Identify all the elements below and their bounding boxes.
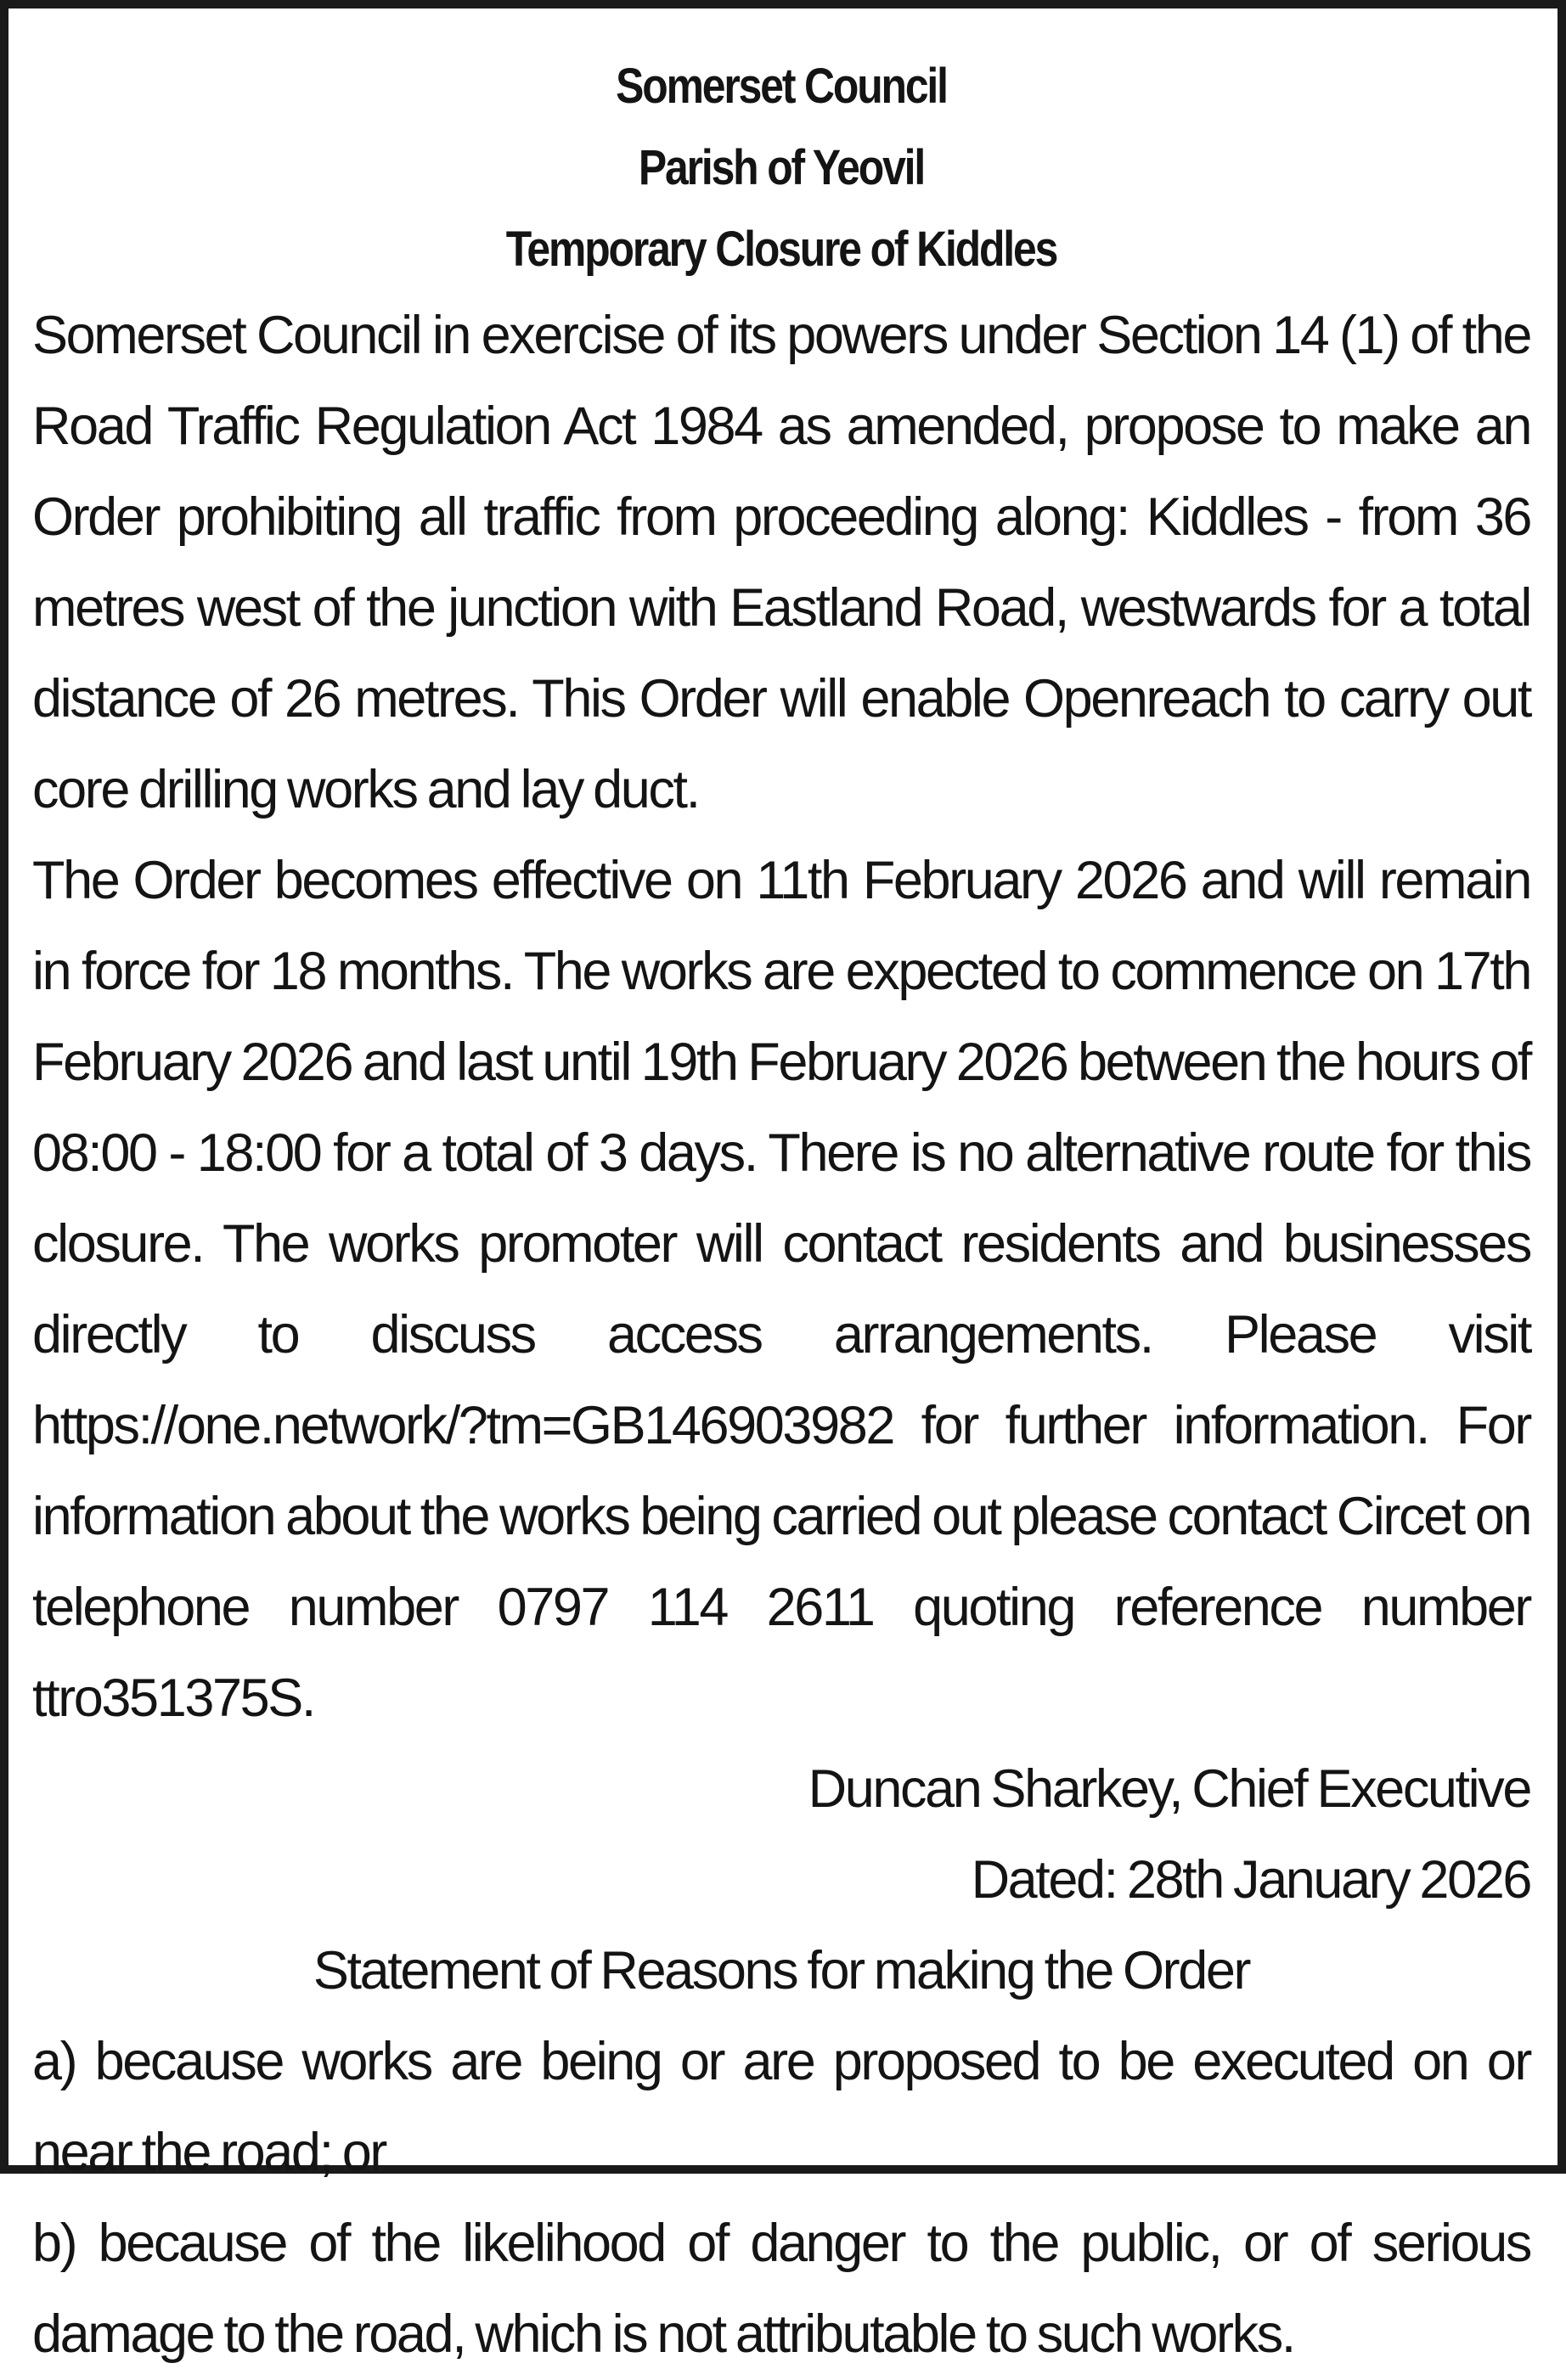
reason-b: b) because of the likelihood of danger to the public, or of serious damage to the road, which is not attributable to such works. xyxy=(32,2214,1530,2364)
signatory: Duncan Sharkey, Chief Executive xyxy=(808,1759,1530,1819)
reasons-title: Statement of Reasons for making the Order xyxy=(313,1941,1250,2000)
order-paragraph: Somerset Council in exercise of its powers under Section 14 (1) of the Road Traffic Regulation Act 1984 as amended, propose to make an Order prohibiting all traffic from proceeding along: Kiddles - from 36 metres west of the junction with Eastland Road, westwards for a total distance of 26 metres. This Order will enable Openreach to carry out core drilling works and lay duct. xyxy=(32,306,1530,819)
notice-heading-title: Temporary Closure of Kiddles xyxy=(505,222,1057,277)
reason-a: a) because works are being or are proposed to be executed on or near the road; or xyxy=(32,2032,1530,2182)
details-paragraph: The Order becomes effective on 11th February 2026 and will remain in force for 18 months. The works are expected to commence on 17th February 2026 and last until 19th February 2026 between the hours of 08:00 - 18:00 for a total of 3 days. There is no alternative route for this closure. The works promoter will contact residents and businesses directly to discuss access arrangements. Please visit https://one.network/?tm=GB146903982 for further information. For information about the works being carried out please contact Circet on telephone number 0797 114 2611 quoting reference number ttro351375S. xyxy=(32,851,1530,1728)
notice-heading-council: Somerset Council xyxy=(616,59,947,114)
date-line: Dated: 28th January 2026 xyxy=(971,1850,1530,1910)
notice-heading-parish: Parish of Yeovil xyxy=(638,140,925,195)
